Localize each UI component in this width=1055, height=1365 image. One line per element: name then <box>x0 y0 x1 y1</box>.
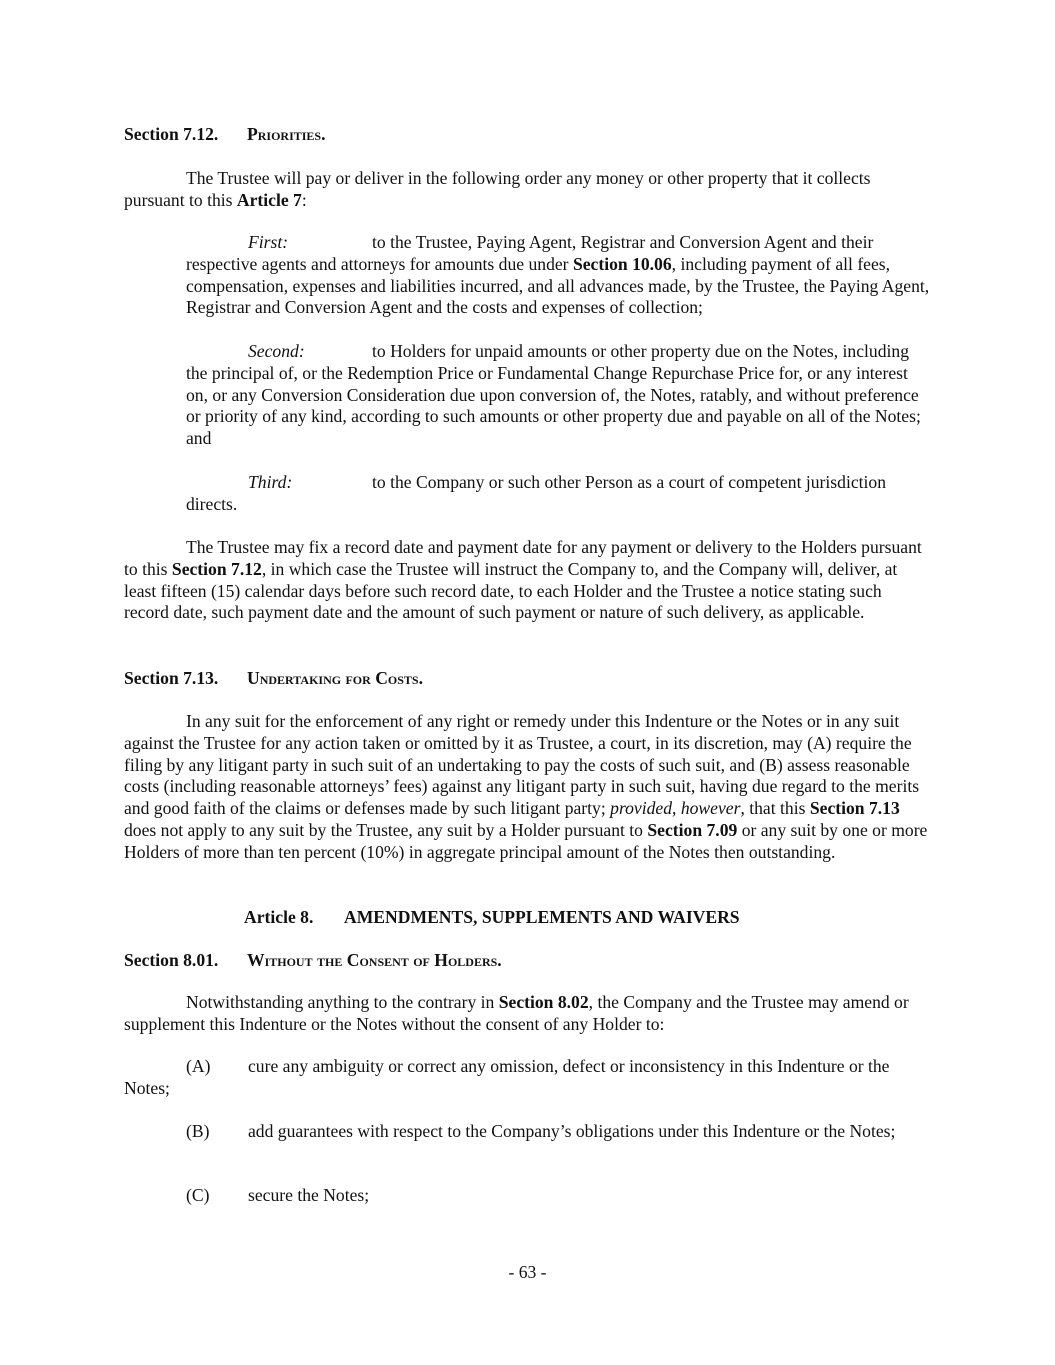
section-title: Priorities. <box>247 124 326 144</box>
cross-reference: Section 10.06 <box>572 253 672 274</box>
section-7-13-heading <box>124 668 930 690</box>
article-title: AMENDMENTS, SUPPLEMENTS AND WAIVERS <box>344 907 740 927</box>
priority-second: Second: to Holders for unpaid amounts or other property due on the Notes, including the principal of, or the Redemption Price or Fundamental Change Repurchase Price for, or any interest on, or any Conversion Consideration due upon conversion of, the Notes, ratably, and without preference or priority of any kind, according to such amounts or other property due and payable on all of the Notes; and <box>186 341 921 449</box>
list-item <box>124 1121 930 1143</box>
page-number: - 63 - <box>508 1262 547 1282</box>
cross-reference: Section 7.13 <box>809 798 900 819</box>
list-item-label: (A) <box>186 1056 211 1076</box>
section-7-13-body: In any suit for the enforcement of any right or remedy under this Indenture or the Notes or in any suit against the Trustee for any action taken or omitted by it as Trustee, a court, in its discretion, may (A) require the filing by any litigant party in such suit of an undertaking to pay the costs of such suit, and (B) assess reasonable costs (including reasonable attorneys’ fees) against any litigant party in such suit, having due regard to the merits and good faith of the claims or defenses made by such litigant party; provided, however, that this Section 7.13 does not apply to any suit by the Trustee, any suit by a Holder pursuant to Section 7.09 or any suit by one or more Holders of more than ten percent (10%) in aggregate principal amount of the Notes then outstanding. <box>124 711 928 862</box>
section-title: Undertaking for Costs. <box>247 668 423 688</box>
list-item-text: secure the Notes; <box>248 1185 370 1205</box>
cross-reference: Article 7 <box>236 189 302 210</box>
list-item-label: (C) <box>186 1185 210 1205</box>
section-title: Without the Consent of Holders. <box>247 950 502 970</box>
cross-reference: Section 7.12 <box>171 558 262 579</box>
priority-third: Third: to the Company or such other Person as a court of competent jurisdiction directs. <box>186 472 887 514</box>
list-item-text: add guarantees with respect to the Company’s obligations under this Indenture or the Notes; <box>248 1121 896 1141</box>
list-item <box>124 1185 930 1207</box>
priority-label: First <box>248 232 283 252</box>
cross-reference: Section 7.09 <box>647 819 738 840</box>
section-7-12-heading <box>124 124 930 146</box>
cross-reference: Section 8.02 <box>498 992 589 1012</box>
list-item-label: (B) <box>186 1121 210 1141</box>
article-8-heading <box>244 907 944 929</box>
section-7-12-intro: The Trustee will pay or deliver in the following order any money or other property that it collects pursuant to this Article 7: <box>124 168 871 210</box>
section-8-01-intro: Notwithstanding anything to the contrary in Section 8.02, the Company and the Trustee may amend or supplement this Indenture or the Notes without the consent of any Holder to: <box>124 992 909 1034</box>
section-8-01-heading <box>124 950 930 972</box>
priority-first: First: to the Trustee, Paying Agent, Registrar and Conversion Agent and their respective agents and attorneys for amounts due under Section 10.06, including payment of all fees, compensation, expenses and liabilities incurred, and all advances made, by the Trustee, the Paying Agent, Registrar and Conversion Agent and the costs and expenses of collection; <box>186 232 930 318</box>
section-number: Section 8.01. <box>124 950 219 970</box>
article-number: Article 8. <box>244 907 314 927</box>
section-7-12-record-date: The Trustee may fix a record date and payment date for any payment or delivery to the Holders pursuant to this Section 7.12, in which case the Trustee will instruct the Company to, and the Company will, deliver, at least fifteen (15) calendar days before such record date, to each Holder and the Trustee a notice stating such record date, such payment date and the amount of such payment or nature of such delivery, as applicable. <box>124 537 922 623</box>
priority-label: Second <box>248 341 299 361</box>
list-item <box>124 1056 930 1100</box>
list-item-text: cure any ambiguity or correct any omission, defect or inconsistency in this Indenture or the Notes; <box>124 1056 890 1098</box>
priority-label: Third <box>248 472 287 492</box>
section-number: Section 7.12. <box>124 124 219 144</box>
section-number: Section 7.13. <box>124 668 219 688</box>
